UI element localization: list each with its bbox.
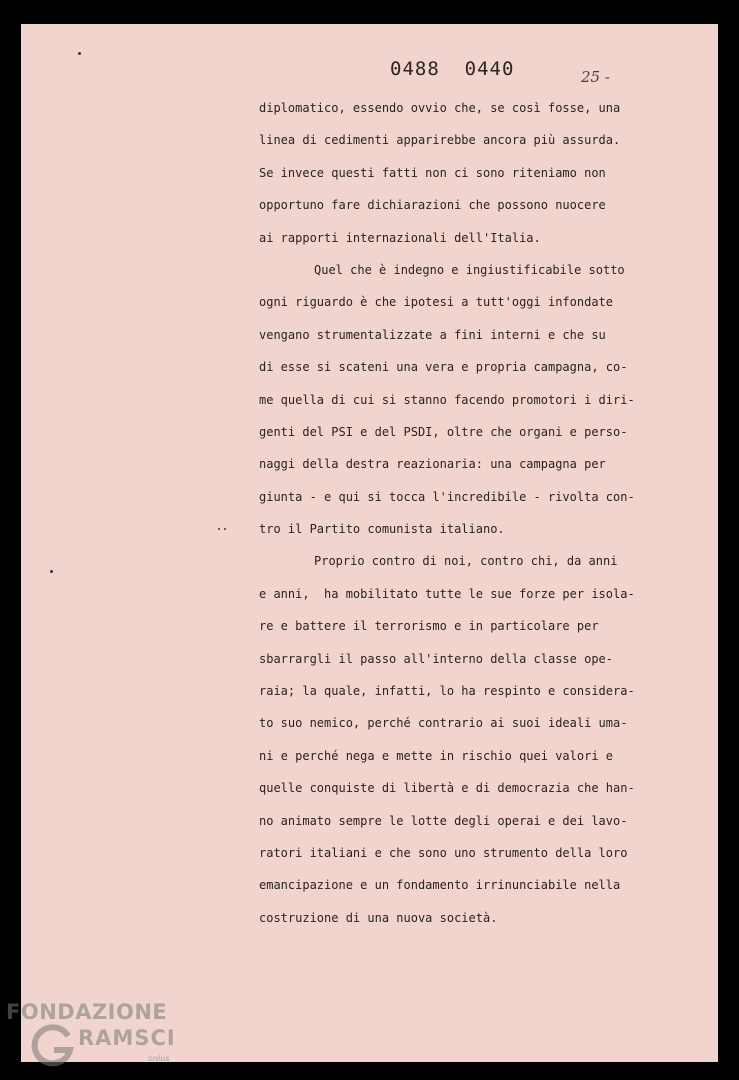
- text-line: sbarrargli il passo all'interno della classe ope-: [259, 651, 614, 666]
- text-line: ni e perché nega e mette in rischio quei valori e: [259, 748, 614, 763]
- text-line: diplomatico, essendo ovvio che, se così fosse, una: [259, 101, 621, 115]
- paragraph-start-line: Quel che è indegno e ingiustificabile sotto: [314, 262, 625, 277]
- paper-speck: [78, 52, 81, 55]
- watermark-line3: onlus: [148, 1054, 170, 1063]
- text-line: naggi della destra reazionaria: una campagna per: [259, 457, 606, 472]
- text-line: tro il Partito comunista italiano.: [259, 522, 505, 537]
- text-line: Se invece questi fatti non ci sono riteniamo non: [259, 165, 606, 180]
- text-line: linea di cedimenti apparirebbe ancora più assurda.: [259, 133, 621, 148]
- text-line: quelle conquiste di libertà e di democrazia che han-: [259, 781, 635, 796]
- paper-speck: [218, 528, 220, 530]
- text-line: ai rapporti internazionali dell'Italia.: [259, 230, 541, 245]
- text-line: ratori italiani e che sono uno strumento della loro: [259, 845, 628, 860]
- text-line: raia; la quale, infatti, lo ha respinto e considera-: [259, 684, 635, 699]
- paragraph-start-line: Proprio contro di noi, contro chi, da anni: [314, 554, 618, 569]
- fondazione-gramsci-watermark: [4, 1000, 184, 1074]
- gramsci-g-logo-icon: [30, 1024, 74, 1068]
- text-line: costruzione di una nuova società.: [259, 910, 498, 925]
- text-line: ogni riguardo è che ipotesi a tutt'oggi infondate: [259, 295, 614, 310]
- text-line: di esse si scateni una vera e propria campagna, co-: [259, 360, 628, 375]
- text-line: me quella di cui si stanno facendo promotori i diri-: [259, 392, 635, 407]
- text-line: to suo nemico, perché contrario ai suoi ideali uma-: [259, 716, 628, 731]
- watermark-line2: RAMSCI: [78, 1026, 176, 1050]
- archive-number-left: 0488: [390, 58, 440, 80]
- typewritten-body: [259, 96, 635, 938]
- paper-speck: [50, 570, 53, 573]
- paper-speck: [224, 528, 226, 530]
- handwritten-page-number: 25 -: [581, 68, 610, 86]
- text-line: re e battere il terrorismo e in particolare per: [259, 619, 599, 634]
- text-line: giunta - e qui si tocca l'incredibile - rivolta con-: [259, 489, 635, 504]
- text-line: opportuno fare dichiarazioni che possono nuocere: [259, 198, 606, 213]
- text-line: genti del PSI e del PSDI, oltre che organi e perso-: [259, 424, 628, 439]
- archive-number: [390, 58, 514, 80]
- text-line: e anni, ha mobilitato tutte le sue forze per isola-: [259, 586, 635, 601]
- text-line: vengano strumentalizzate a fini interni e che su: [259, 327, 606, 342]
- archive-number-right: 0440: [464, 58, 515, 80]
- watermark-line1: FONDAZIONE: [6, 1000, 168, 1024]
- text-line: emancipazione e un fondamento irrinunciabile nella: [259, 878, 621, 893]
- text-line: no animato sempre le lotte degli operai e dei lavo-: [259, 813, 628, 828]
